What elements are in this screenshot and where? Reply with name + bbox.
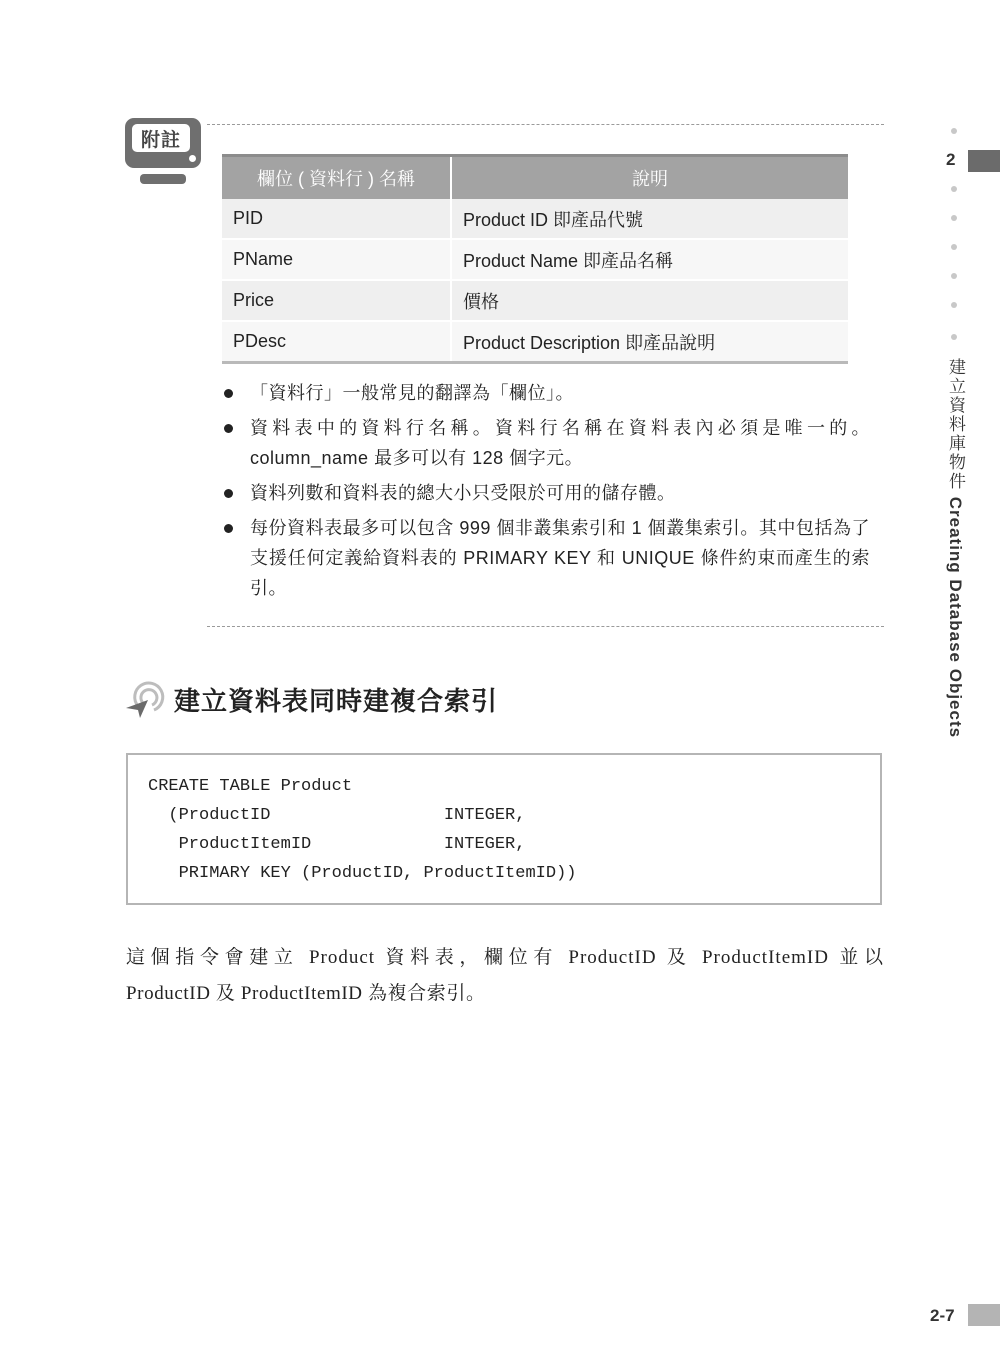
- list-item: [222, 378, 870, 408]
- section-paper-plane-icon: [124, 676, 168, 720]
- table-cell-field: PID: [222, 199, 451, 239]
- code-line: CREATE TABLE Product: [148, 777, 353, 796]
- margin-dot: [951, 273, 957, 279]
- paragraph-line: ProductID 及 ProductItemID 為複合索引。: [126, 983, 486, 1004]
- margin-dot: [951, 334, 957, 340]
- table-row: [222, 239, 848, 280]
- chapter-number: 2: [946, 150, 956, 169]
- column-header-field-name: 欄位 ( 資料行 ) 名稱: [222, 156, 451, 200]
- note-label: 附註: [132, 124, 190, 152]
- chapter-title-en: Creating Database Objects: [946, 496, 965, 739]
- bullet-icon: [224, 489, 233, 498]
- code-line: ProductItemID INTEGER,: [148, 835, 526, 854]
- table-cell-description: Product ID 即產品代號: [451, 199, 848, 239]
- body-paragraph: [126, 940, 884, 1012]
- section-title: 建立資料表同時建複合索引: [174, 686, 499, 716]
- chapter-title: [943, 358, 968, 738]
- note-bottom-divider: [207, 626, 884, 627]
- column-header-description: 說明: [451, 156, 848, 200]
- code-line: (ProductID INTEGER,: [148, 806, 526, 825]
- margin-dot: [951, 244, 957, 250]
- note-top-divider: [207, 124, 884, 125]
- code-block: [126, 753, 882, 905]
- list-item-text: 資料列數和資料表的總大小只受限於可用的儲存體。: [250, 483, 676, 503]
- table-cell-field: PName: [222, 239, 451, 280]
- list-item: [222, 413, 870, 473]
- bullet-icon: [224, 424, 233, 433]
- list-item-text: 「資料行」一般常見的翻譯為「欄位」。: [250, 383, 574, 403]
- margin-dot: [951, 128, 957, 134]
- list-item: [222, 513, 870, 603]
- code-line: PRIMARY KEY (ProductID, ProductItemID)): [148, 864, 577, 883]
- table-cell-description: Product Description 即產品說明: [451, 321, 848, 363]
- table-cell-description: 價格: [451, 280, 848, 321]
- table-cell-field: Price: [222, 280, 451, 321]
- page-number: 2-7: [930, 1306, 955, 1325]
- chapter-tab: [968, 150, 1000, 172]
- bullet-icon: [224, 389, 233, 398]
- list-item-text: 資料表中的資料行名稱。資料行名稱在資料表內必須是唯一的。column_name 最多可以有 128 個字元。: [250, 418, 870, 468]
- monitor-power-dot: [189, 155, 196, 162]
- note-bullet-list: [222, 378, 870, 608]
- table-cell-description: Product Name 即產品名稱: [451, 239, 848, 280]
- margin-dot: [951, 302, 957, 308]
- chapter-title-zh: 建立資料庫物件: [946, 358, 965, 491]
- field-table: [222, 154, 848, 364]
- monitor-icon: [125, 118, 201, 168]
- table-row: [222, 199, 848, 239]
- table-cell-field: PDesc: [222, 321, 451, 363]
- table-header-row: [222, 156, 848, 200]
- list-item: [222, 478, 870, 508]
- note-badge-icon: [125, 118, 201, 188]
- list-item-text: 每份資料表最多可以包含 999 個非叢集索引和 1 個叢集索引。其中包括為了支援任何定義給資料表的 PRIMARY KEY 和 UNIQUE 條件約束而產生的索引。: [250, 518, 870, 598]
- margin-dot: [951, 186, 957, 192]
- margin-dot: [951, 215, 957, 221]
- table-row: [222, 280, 848, 321]
- table-row: [222, 321, 848, 363]
- monitor-stand: [140, 174, 186, 184]
- page-tab: [968, 1304, 1000, 1326]
- bullet-icon: [224, 524, 233, 533]
- paragraph-line: 這個指令會建立 Product 資料表，欄位有 ProductID 及 ProductItemID 並以: [126, 947, 884, 968]
